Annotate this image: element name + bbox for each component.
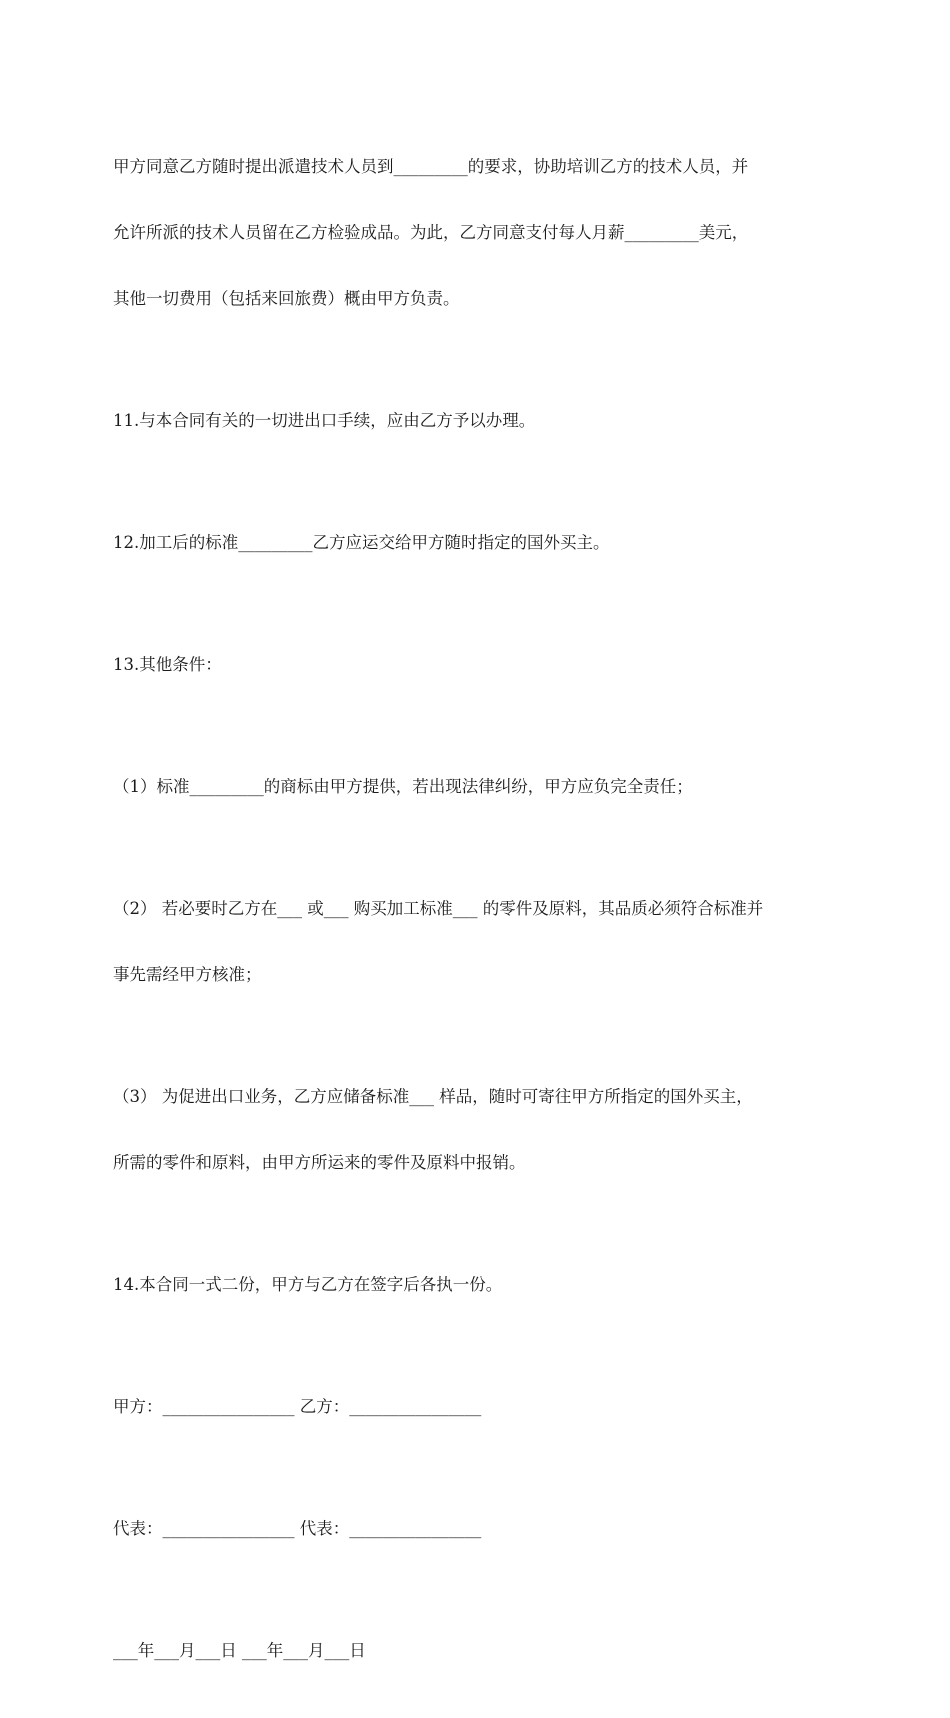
clause-13 — [113, 610, 843, 720]
text-line: 所需的零件和原料，由甲方所运来的零件及原料中报销。 — [113, 1153, 526, 1172]
clause-13-item-1 — [113, 732, 843, 842]
text-line: 14.本合同一式二份，甲方与乙方在签字后各执一份。 — [113, 1275, 503, 1294]
clause-11 — [113, 366, 843, 476]
text-line: 允许所派的技术人员留在乙方检验成品。为此，乙方同意支付每人月薪_________美元， — [113, 223, 749, 242]
text-line: 13.其他条件： — [113, 655, 222, 674]
clause-12 — [113, 488, 843, 598]
text-line: 甲方：________________ 乙方：________________ — [113, 1397, 482, 1416]
document-body — [113, 112, 843, 1718]
clause-14 — [113, 1230, 843, 1340]
paragraph-intro — [113, 112, 843, 354]
text-line: 代表：________________ 代表：________________ — [113, 1519, 482, 1538]
signature-dates-line — [113, 1596, 843, 1706]
signature-parties-line — [113, 1352, 843, 1462]
clause-13-item-2 — [113, 854, 843, 1030]
text-line: 甲方同意乙方随时提出派遣技术人员到_________的要求，协助培训乙方的技术人员，并 — [113, 157, 749, 176]
text-line: 12.加工后的标准_________乙方应运交给甲方随时指定的国外买主。 — [113, 533, 610, 552]
clause-13-item-3 — [113, 1042, 843, 1218]
text-line: 事先需经甲方核准； — [113, 965, 262, 984]
text-line: （3） 为促进出口业务，乙方应储备标准___ 样品，随时可寄往甲方所指定的国外买主， — [113, 1087, 753, 1106]
text-line: ___年___月___日 ___年___月___日 — [113, 1641, 366, 1660]
text-line: 11.与本合同有关的一切进出口手续，应由乙方予以办理。 — [113, 411, 536, 430]
text-line: （1）标准_________的商标由甲方提供，若出现法律纠纷，甲方应负完全责任； — [113, 777, 693, 796]
signature-representatives-line — [113, 1474, 843, 1584]
text-line: 其他一切费用（包括来回旅费）概由甲方负责。 — [113, 289, 460, 308]
text-line: （2） 若必要时乙方在___ 或___ 购买加工标准___ 的零件及原料，其品质必须符合标准并 — [113, 899, 764, 918]
